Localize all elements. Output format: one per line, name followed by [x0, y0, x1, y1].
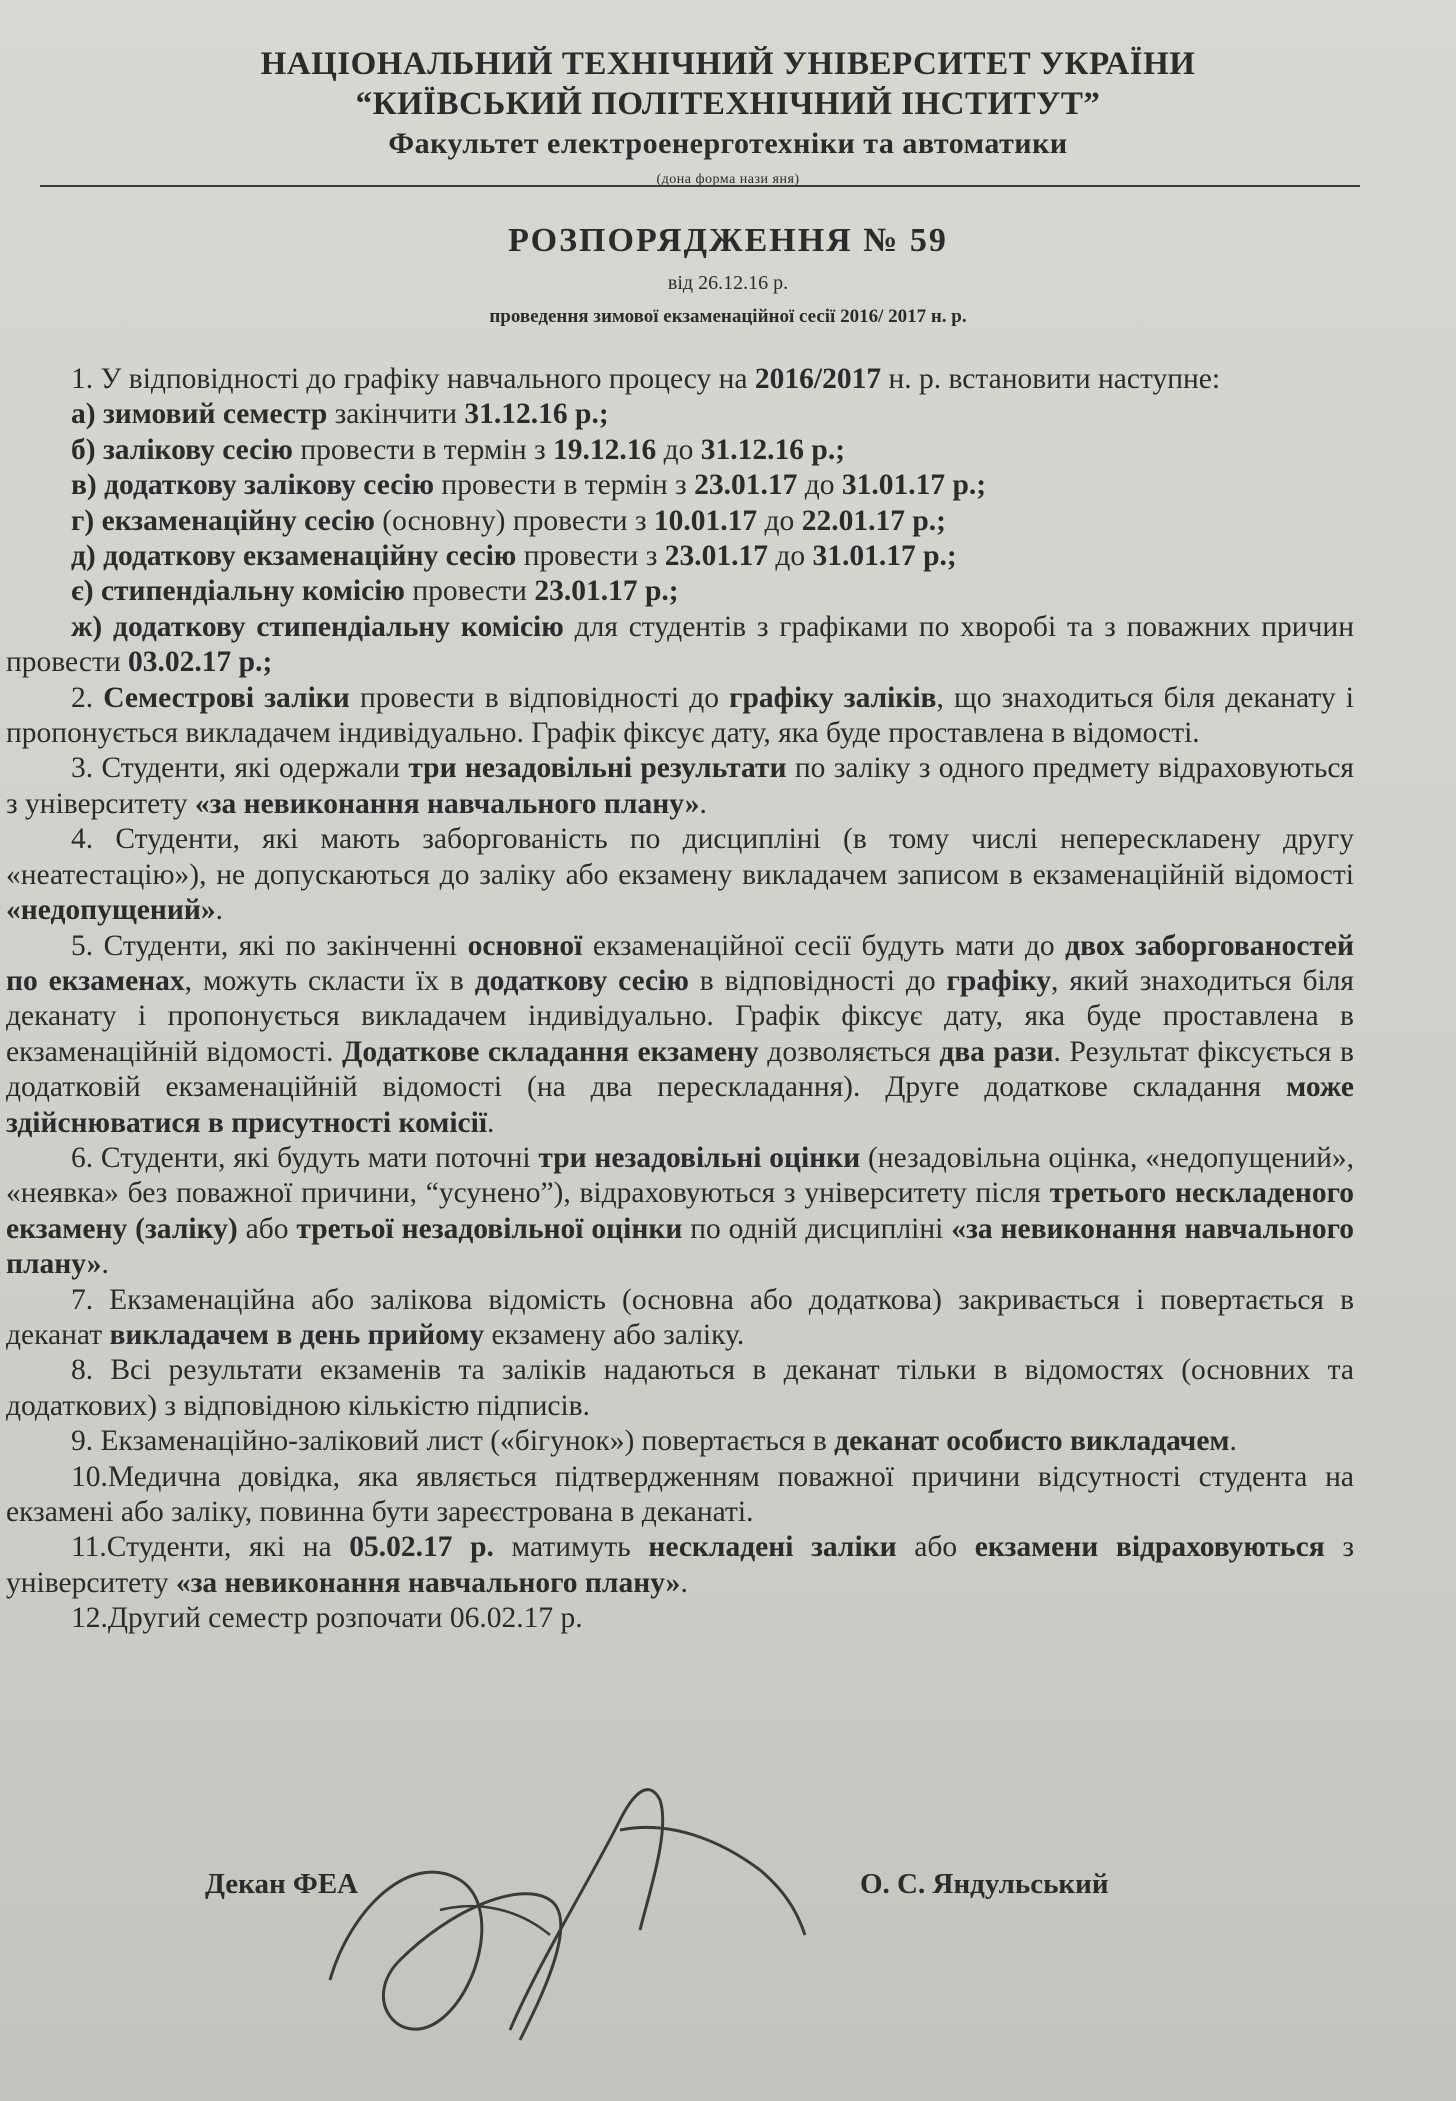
paragraph-7: 7. Екзаменаційна або залікова відомість (основна або додаткова) закривається і повертається в деканат викладачем в день прийому екзамену або заліку.	[6, 1283, 1354, 1351]
document-subject: проведення зимової екзаменаційної сесії 2016/ 2017 н. р.	[489, 306, 967, 327]
document-body	[6, 362, 1354, 1637]
list-item: ж) додаткову стипендіальну комісію для студентів з графіками по хворобі та з поважних причин провести 03.02.17 р.;	[6, 610, 1354, 679]
list-item: а) зимовий семестр закінчити 31.12.16 р.;	[71, 398, 609, 431]
header-divider	[40, 185, 1360, 187]
paragraph-11: 11.Студенти, які на 05.02.17 р. матимуть нескладені заліки або екзамени відраховуються з університету «за невиконання навчального плану».	[6, 1531, 1354, 1599]
list-item: б) залікову сесію провести в термін з 19.12.16 до 31.12.16 р.;	[71, 433, 846, 466]
institute-name: “КИЇВСЬКИЙ ПОЛІТЕХНІЧНИЙ ІНСТИТУТ”	[355, 86, 1101, 122]
paragraph-1: 1. У відповідності до графіку навчального процесу на 2016/2017 н. р. встановити наступне:	[71, 363, 1221, 395]
signatory-position: Декан ФЕА	[205, 1868, 359, 1900]
paragraph-9: 9. Екзаменаційно-заліковий лист («бігунок») повертається в деканат особисто викладачем.	[71, 1425, 1237, 1458]
paragraph-3: 3. Студенти, які одержали три незадовільні результати по заліку з одного предмету відраховуються з університету «за невиконання навчального плану».	[6, 752, 1354, 820]
faculty-name: Факультет електроенерготехніки та автоматики	[388, 127, 1068, 160]
document-date: від 26.12.16 р.	[667, 272, 789, 294]
paragraph-10: 10.Медична довідка, яка являється підтвердженням поважної причини відсутності студента на екзамені або заліку, повинна бути зареєстрована в деканаті.	[6, 1460, 1354, 1528]
list-item: в) додаткову залікову сесію провести в термін з 23.01.17 до 31.01.17 р.;	[71, 469, 987, 502]
letterhead	[0, 44, 1456, 188]
signatory-name: О. С. Яндульський	[860, 1868, 1109, 1900]
paragraph-6: 6. Студенти, які будуть мати поточні три незадовільні оцінки (незадовільна оцінка, «недопущений», «неявка» без поважної причини, “усунено”), відраховуються з університету після третього нескладеного екзамену (заліку) або третьої незадовільної оцінки по одній дисципліні «за невиконання навчального плану».	[6, 1141, 1354, 1281]
paragraph-4: 4. Студенти, які мають заборгованість по дисципліні (в тому числі непересклаᴅену другу «неатестацію»), не допускаються до заліку або екзамену викладачем записом в екзаменаційній відомості «недопущений».	[6, 823, 1354, 927]
document-title: РОЗПОРЯДЖЕННЯ № 59	[508, 222, 948, 259]
paragraph-12: 12.Другий семестр розпочати 06.02.17 р.	[71, 1602, 583, 1635]
paragraph-8: 8. Всі результати екзаменів та заліків надаються в деканат тільки в відомостях (основних та додаткових) з відповідною кількістю підписів.	[6, 1354, 1354, 1422]
list-item: є) стипендіальну комісію провести 23.01.17 р.;	[71, 575, 679, 608]
header-note: (дона форма нази яня)	[656, 172, 800, 187]
paragraph-5: 5. Студенти, які по закінченні основної екзаменаційної сесії будуть мати до двох заборгованостей по екзаменах, можуть скласти їх в додаткову сесію в відповідності до графіку, який знаходиться біля деканату і пропонується викладачем індивідуально. Графік фіксує дату, яка буде проставлена в екзаменаційній відомості. Додаткове складання екзамену дозволяється два рази. Результат фіксується в додатковій екзаменаційній відомості (на два перескладання). Друге додаткове складання може здійснюватися в присутності комісії.	[6, 929, 1355, 1139]
paragraph-2: 2. Семестрові заліки провести в відповідності до графіку заліків, що знаходиться біля деканату і пропонується викладачем індивідуально. Графік фіксує дату, яка буде проставлена в відомості.	[6, 681, 1355, 750]
list-item: д) додаткову екзаменаційну сесію провести з 23.01.17 до 31.01.17 р.;	[71, 540, 957, 573]
handwritten-signature	[290, 1760, 810, 2060]
list-item: г) екзаменаційну сесію (основну) провести з 10.01.17 до 22.01.17 р.;	[71, 504, 946, 537]
university-name: НАЦІОНАЛЬНИЙ ТЕХНІЧНИЙ УНІВЕРСИТЕТ УКРАЇНИ	[260, 46, 1196, 82]
